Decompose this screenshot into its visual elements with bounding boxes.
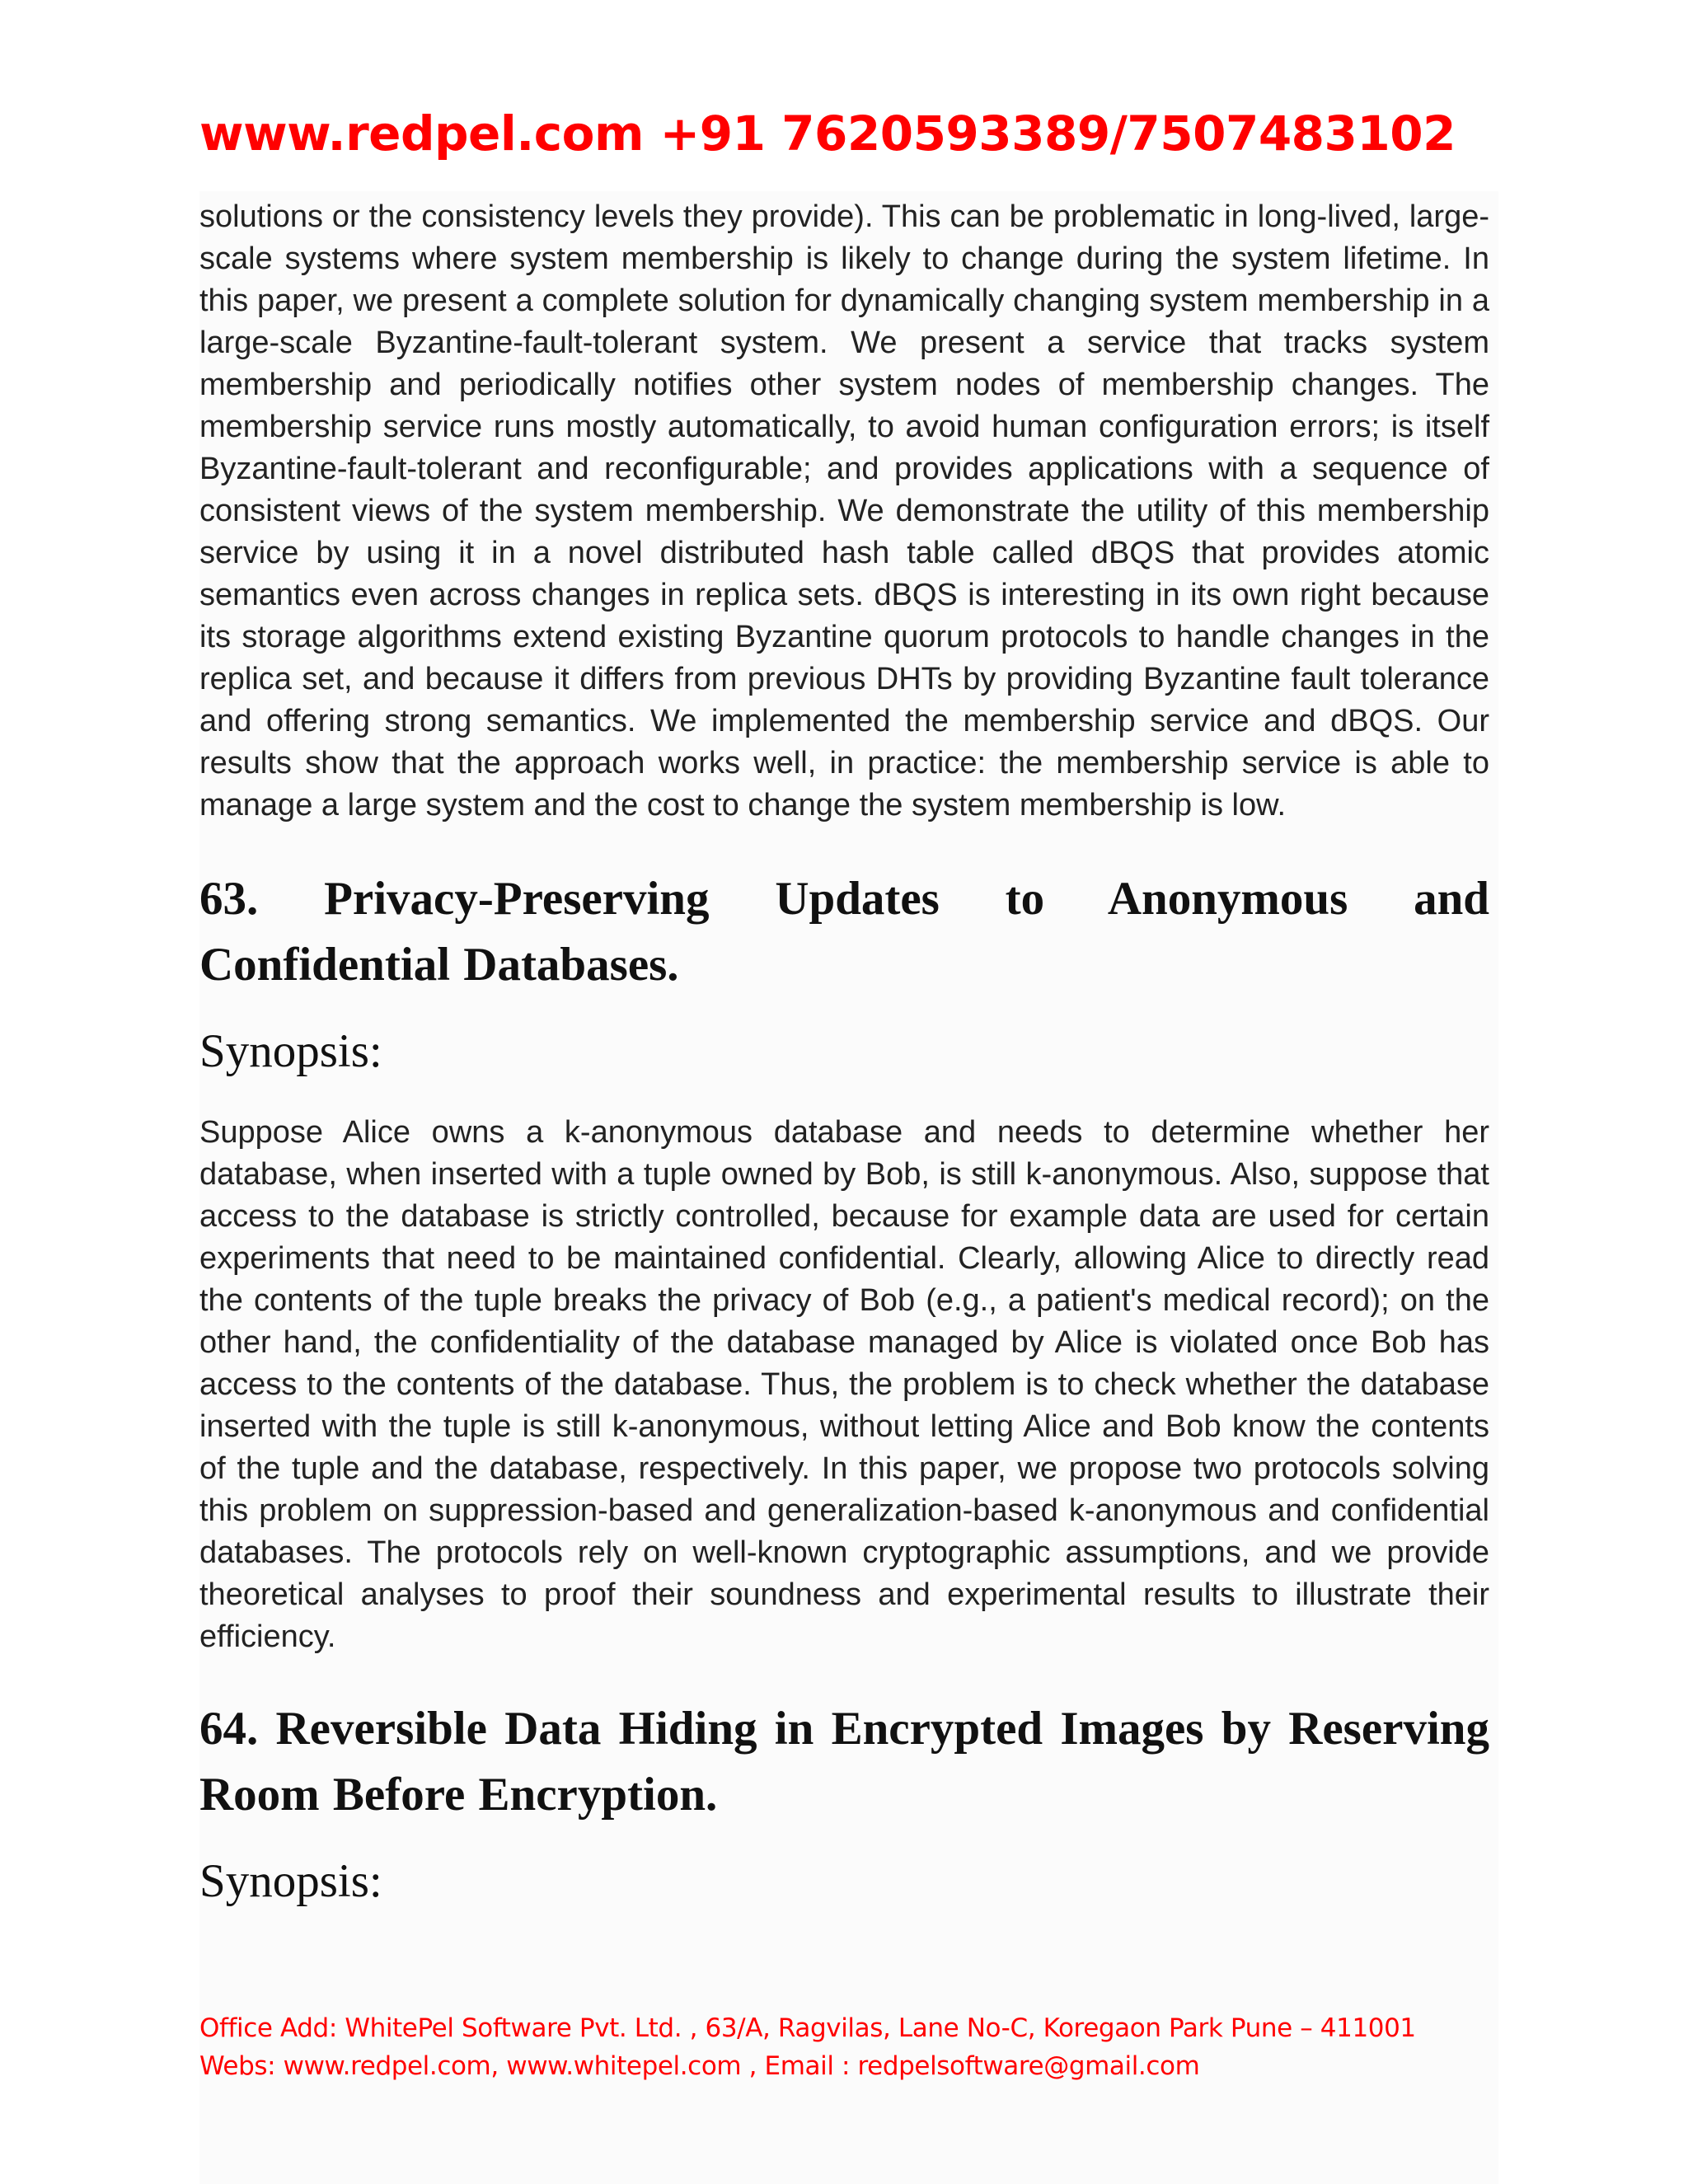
page-footer <box>199 2009 1416 2085</box>
footer-websites-email: Webs: www.redpel.com, www.whitepel.com , Email : redpelsoftware@gmail.com <box>199 2051 1200 2081</box>
section-title-64: 64. Reversible Data Hiding in Encrypted Images by Reserving Room Before Encryption. <box>199 1703 1489 1821</box>
document-content <box>199 196 1489 1910</box>
synopsis-label-63: Synopsis: <box>199 1025 382 1077</box>
synopsis-label-64: Synopsis: <box>199 1855 382 1907</box>
footer-address: Office Add: WhitePel Software Pvt. Ltd. , 63/A, Ragvilas, Lane No-C, Koregaon Park Pune – 411001 <box>199 2013 1416 2043</box>
section-title-63: 63. Privacy-Preserving Updates to Anonymous and Confidential Databases. <box>199 873 1489 991</box>
header-contact-banner: www.redpel.com +91 7620593389/7507483102 <box>199 105 1456 162</box>
abstract-paragraph-63: Suppose Alice owns a k-anonymous database and needs to determine whether her database, when inserted with a tuple owned by Bob, is still k-anonymous. Also, suppose that access to the database is strictly controlled, because for example data are used for certain experiments that need to be maintained confidential. Clearly, allowing Alice to directly read the contents of the tuple breaks the privacy of Bob (e.g., a patient's medical record); on the other hand, the confidentiality of the database managed by Alice is violated once Bob has access to the contents of the database. Thus, the problem is to check whether the database inserted with the tuple is still k-anonymous, without letting Alice and Bob know the contents of the tuple and the database, respectively. In this paper, we propose two protocols solving this problem on suppression-based and generalization-based k-anonymous and confidential databases. The protocols rely on well-known cryptographic assumptions, and we provide theoretical analyses to proof their soundness and experimental results to illustrate their efficiency. <box>199 1115 1489 1654</box>
abstract-paragraph-62: solutions or the consistency levels they provide). This can be problematic in long-lived, large-scale systems where system membership is likely to change during the system lifetime. In this paper, we present a complete solution for dynamically changing system membership in a large-scale Byzantine-fault-tolerant system. We present a service that tracks system membership and periodically notifies other system nodes of membership changes. The membership service runs mostly automatically, to avoid human configuration errors; is itself Byzantine-fault-tolerant and reconfigurable; and provides applications with a sequence of consistent views of the system membership. We demonstrate the utility of this membership service by using it in a novel distributed hash table called dBQS that provides atomic semantics even across changes in replica sets. dBQS is interesting in its own right because its storage algorithms extend existing Byzantine quorum protocols to handle changes in the replica set, and because it differs from previous DHTs by providing Byzantine fault tolerance and offering strong semantics. We implemented the membership service and dBQS. Our results show that the approach works well, in practice: the membership service is able to manage a large system and the cost to change the system membership is low. <box>199 199 1489 823</box>
